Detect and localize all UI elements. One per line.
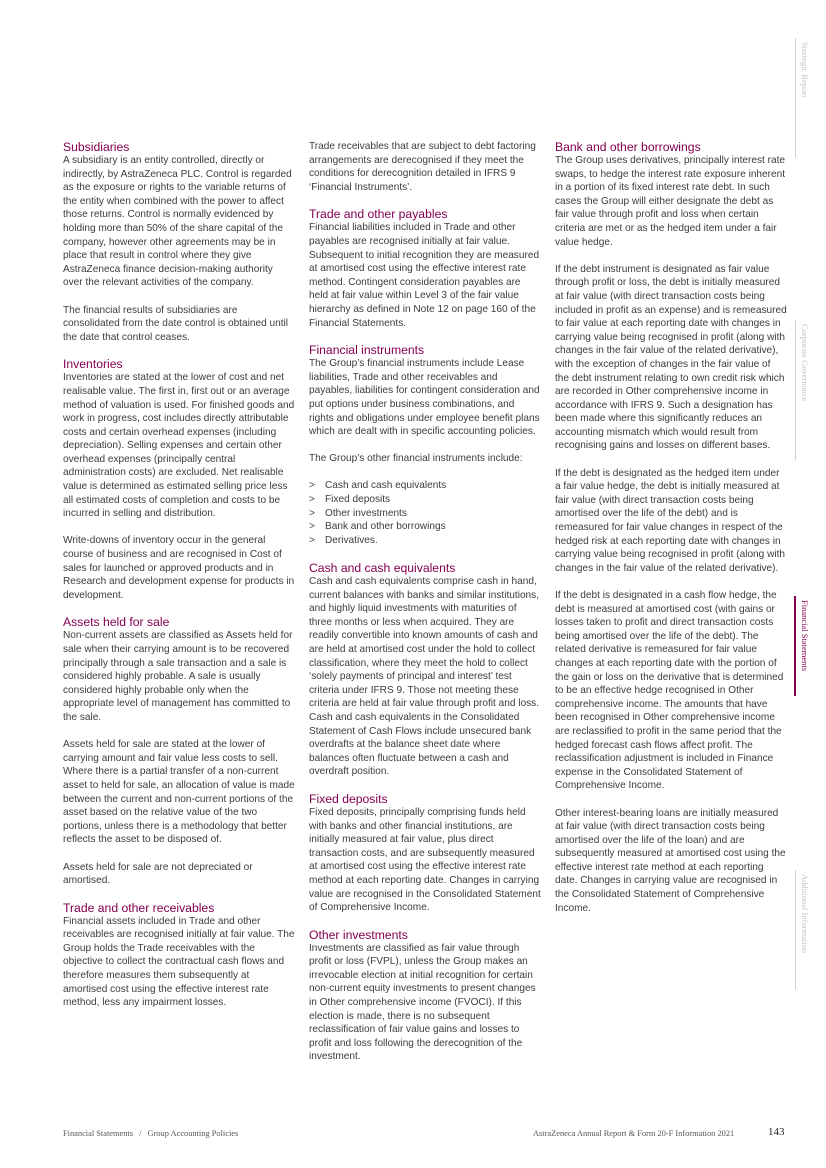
paragraph: The Group uses derivatives, principally interest rate swaps, to hedge the interest rate exposure inherent in a portion of its fixed interest rate debt. In such cases the Group will either designate the debt as fair value through profit and loss when certain criteria are met or as the hedged item under a fair value hedge. — [555, 155, 786, 248]
bullet-marker: > — [309, 521, 315, 533]
section-heading: Other investments — [309, 927, 408, 942]
section-heading: Cash and cash equivalents — [309, 561, 456, 576]
footer-subsection: Group Accounting Policies — [147, 1129, 239, 1138]
paragraph: Assets held for sale are not depreciated or amortised. — [63, 861, 253, 887]
section-subsidiaries — [63, 140, 295, 344]
paragraph: The financial results of subsidiaries are consolidated from the date control is obtained until the date that control ceases. — [63, 304, 289, 343]
section-fixed-deposits — [309, 792, 541, 915]
text-column-2 — [309, 140, 541, 1077]
section-heading: Trade and other receivables — [63, 900, 215, 915]
list-item: > Fixed deposits — [309, 494, 391, 506]
text-column-3 — [555, 140, 787, 928]
paragraph: Other interest-bearing loans are initially measured at fair value (with direct transaction costs being amortised over the life of the loan) and are subsequently measured at amortised cost using the effective interest rate method at each reporting date. Changes in carrying value are recognised in the Consolidated Statement of Comprehensive Income. — [555, 807, 786, 914]
paragraph: If the debt is designated as the hedged item under a fair value hedge, the debt is initially measured at fair value (with direct transaction costs being amortised over the life of the debt) and is remeasured for fair value changes in respect of the hedged risk at each reporting date with changes in carrying value being recognised in profit (along with changes in the fair value of the related derivative). — [555, 467, 786, 574]
footer-section: Financial Statements — [63, 1129, 134, 1138]
section-assets-held-for-sale — [63, 615, 295, 887]
paragraph: A subsidiary is an entity controlled, directly or indirectly, by AstraZeneca PLC. Control is regarded as the exposure or rights to the variable returns of the entity when combined with the power to affect those returns. Control is normally evidenced by holding more than 50% of the share capital of the company, however other agreements may be in place that result in control where they give AstraZeneca finance decision-making authority over the relevant activities of the company. — [63, 155, 292, 289]
footer-report-title: AstraZeneca Annual Report & Form 20-F Information 2021 — [533, 1129, 735, 1138]
section-trade-receivables-continued — [309, 140, 541, 194]
section-trade-payables — [309, 207, 541, 330]
side-tab-additional-information[interactable] — [795, 870, 826, 990]
paragraph: Fixed deposits, principally comprising funds held with banks and other financial institutions, are initially measured at fair value, plus direct transaction costs, and are subsequently measured at amortised cost using the effective interest rate method at each reporting date. Changes in carrying value are recognised in the Consolidated Statement of Comprehensive Income. — [309, 806, 541, 914]
bullet-marker: > — [309, 507, 315, 519]
list-item: > Derivatives. — [309, 534, 378, 546]
side-tab-label: Strategic Report — [800, 42, 810, 98]
list-item: > Bank and other borrowings — [309, 521, 446, 533]
paragraph: The Group’s other financial instruments include: — [309, 453, 523, 465]
footer-breadcrumb — [63, 1129, 238, 1138]
section-inventories — [63, 357, 295, 602]
side-tab-label: Financial Statements — [800, 600, 810, 672]
side-tab-label: Corporate Governance — [800, 324, 810, 402]
paragraph: Investments are classified as fair value through profit or loss (FVPL), unless the Group makes an irrevocable election at initial recognition for certain non-current equity investments to present changes in Other comprehensive income (FVOCI). If this election is made, there is no subsequent reclassification of fair value gains and losses to profit and loss following the derecognition of the investment. — [309, 942, 536, 1063]
paragraph: Trade receivables that are subject to debt factoring arrangements are derecognised if they meet the conditions for derecognition detailed in IFRS 9 ‘Financial Instruments’. — [309, 141, 536, 193]
paragraph: Write-downs of inventory occur in the general course of business and are recognised in Cost of sales for launched or approved products and in Research and development expense for products in development. — [63, 535, 295, 601]
footer-separator: / — [139, 1129, 142, 1138]
paragraph: Assets held for sale are stated at the lower of carrying amount and fair value less costs to sell. Where there is a partial transfer of a non-current asset to held for sale, an allocation of value is made between the current and non-current portions of the asset based on the relative value of the two portions, unless there is a methodology that better reflects the asset to be disposed of. — [63, 739, 295, 846]
paragraph: If the debt instrument is designated as fair value through profit or loss, the debt is initially measured at fair value (with direct transaction costs being included in profit as an expense) and is remeasured to fair value at each reporting date with changes in carrying value being recognised in profit (along with changes in the fair value of the related derivative), with the exception of changes in the fair value of the debt instrument relating to own credit risk which are recorded in Other comprehensive income in accordance with IFRS 9. Such a designation has been made where this significantly reduces an accounting mismatch which would result from recognising gains and losses on different bases. — [555, 263, 787, 452]
section-heading: Trade and other payables — [309, 207, 448, 222]
instrument-list — [309, 479, 541, 547]
section-financial-instruments — [309, 343, 541, 547]
paragraph: Cash and cash equivalents comprise cash in hand, current balances with banks and similar institutions, and highly liquid investments with maturities of three months or less when acquired. They are readily convertible into known amounts of cash and are held at amortised cost under the hold to collect classification, where they meet the hold to collect ‘solely payments of principal and interest’ test criteria under IFRS 9. Those not meeting these criteria are held at fair value through profit and loss. Cash and cash equivalents in the Consolidated Statement of Cash Flows include unsecured bank overdrafts at the balance sheet date where balances often fluctuate between a cash and overdraft position. — [309, 576, 540, 778]
paragraph: Financial liabilities included in Trade and other payables are recognised initially at fair value. Subsequent to initial recognition they are measured at amortised cost using the effective interest rate method. Contingent consideration payables are held at fair value within Level 3 of the fair value hierarchy as defined in Note 12 on page 160 of the Financial Statements. — [309, 222, 540, 329]
section-trade-receivables — [63, 901, 295, 1010]
list-item: > Cash and cash equivalents — [309, 480, 447, 492]
section-heading: Financial instruments — [309, 343, 425, 358]
list-item: > Other investments — [309, 507, 407, 519]
side-tab-financial-statements[interactable] — [794, 596, 826, 696]
paragraph: If the debt is designated in a cash flow hedge, the debt is measured at amortised cost (with gains or losses taken to profit and direct transaction costs being amortised over the life of the debt). The related derivative is remeasured for fair value changes at each reporting date with the portion of the gain or loss on the derivative that is determined to be an effective hedge recognised in Other comprehensive income. The amounts that have been recognised in Other comprehensive income are reclassified to profit in the same period that the hedged forecast cash flows affect profit. The reclassification adjustment is included in Finance expense in the Consolidated Statement of Comprehensive Income. — [555, 590, 784, 792]
section-heading: Inventories — [63, 357, 123, 372]
page-number: 143 — [768, 1126, 785, 1138]
text-column-1 — [63, 140, 295, 1023]
bullet-marker: > — [309, 494, 315, 506]
paragraph: Non-current assets are classified as Assets held for sale when their carrying amount is to be recovered principally through a sale transaction and a sale is considered highly probable. A sale is usually considered highly probable only when the appropriate level of management has committed to the sale. — [63, 630, 293, 723]
section-heading: Fixed deposits — [309, 791, 388, 806]
section-heading: Subsidiaries — [63, 140, 130, 154]
section-heading: Assets held for sale — [63, 615, 170, 630]
side-tab-strategic-report[interactable] — [795, 38, 826, 158]
section-heading: Bank and other borrowings — [555, 140, 701, 154]
section-bank-borrowings — [555, 140, 787, 915]
bullet-marker: > — [309, 534, 315, 546]
side-tab-corporate-governance[interactable] — [795, 320, 826, 460]
paragraph: Inventories are stated at the lower of cost and net realisable value. The first in, first out or an average method of valuation is used. For finished goods and work in progress, cost includes directly attributable costs and certain overhead expenses (including depreciation). Selling expenses and certain other overhead expenses (principally central administration costs) are excluded. Net realisable value is determined as estimated selling price less all estimated costs of completion and costs to be incurred in selling and distribution. — [63, 372, 295, 520]
paragraph: Financial assets included in Trade and other receivables are recognised initially at fair value. The Group holds the Trade receivables with the objective to collect the contractual cash flows and therefore measures them subsequently at amortised cost using the effective interest rate method, less any impairment losses. — [63, 915, 295, 1009]
bullet-marker: > — [309, 480, 315, 492]
side-tab-label: Additional Information — [800, 874, 810, 954]
section-other-investments — [309, 928, 541, 1064]
paragraph: The Group’s financial instruments include Lease liabilities, Trade and other receivables and payables, liabilities for contingent consideration and put options under business combinations, and rights and obligations under employee benefit plans which are dealt with in specific accounting policies. — [309, 358, 540, 438]
section-cash-equivalents — [309, 561, 541, 779]
